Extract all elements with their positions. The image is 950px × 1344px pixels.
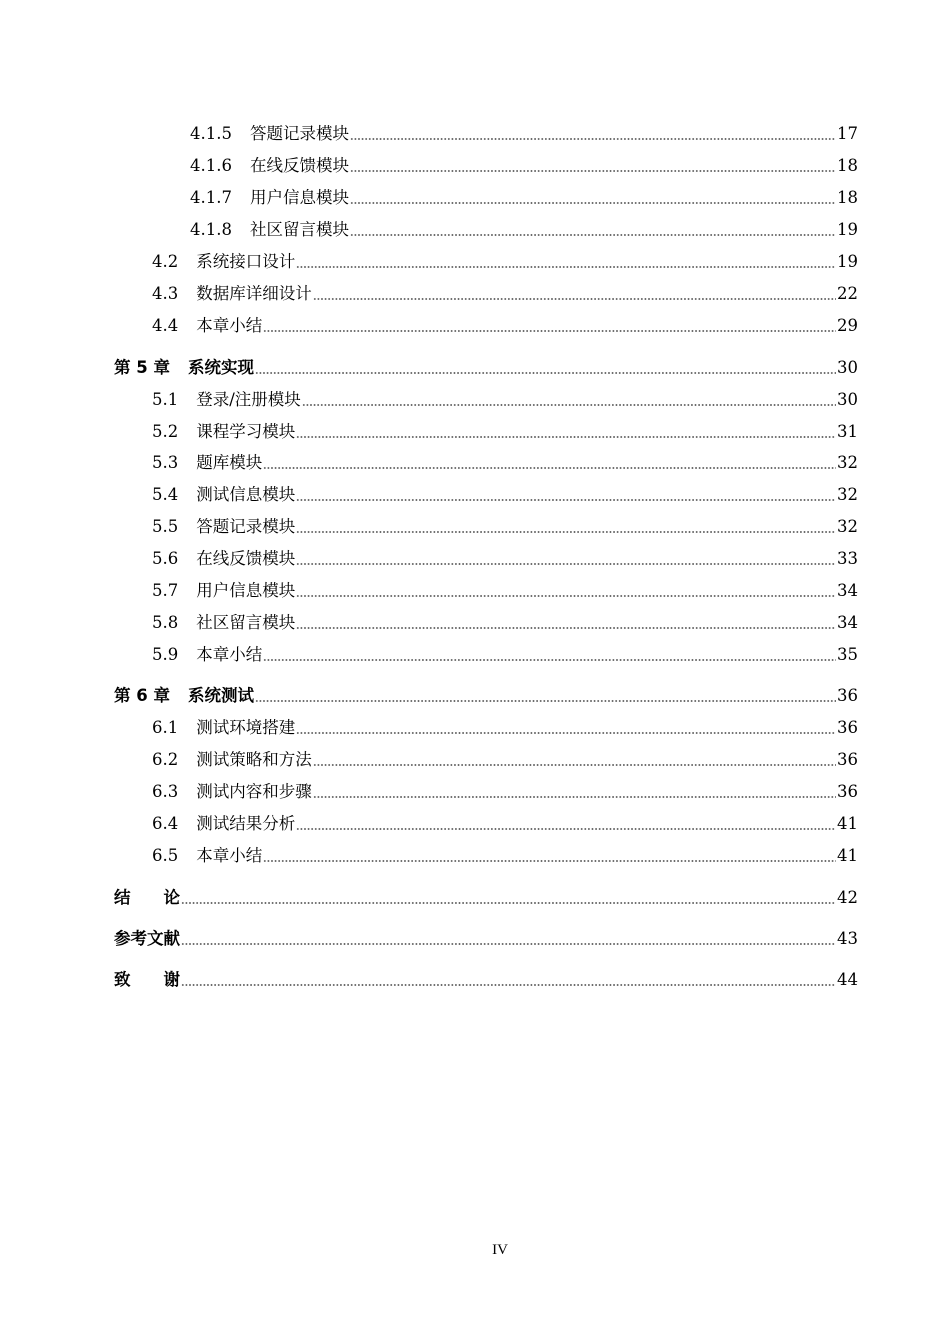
toc-entry-number: 4.3 (152, 284, 179, 303)
toc-entry-number: 4.1.7 (190, 188, 232, 207)
toc-dot-leader (296, 732, 836, 734)
toc-entry[interactable] (0, 714, 858, 738)
toc-entry-page: 35 (837, 645, 858, 664)
toc-entry-title: 测试信息模块 (196, 485, 296, 504)
toc-dot-leader (350, 138, 836, 140)
toc-entry-number: 4.1.6 (190, 156, 232, 175)
toc-entry-page: 30 (837, 358, 858, 377)
toc-entry[interactable] (0, 966, 858, 990)
toc-entry[interactable] (0, 545, 858, 569)
toc-entry[interactable] (0, 778, 858, 802)
toc-entry[interactable] (0, 449, 858, 473)
toc-entry-number: 6.5 (152, 846, 179, 865)
toc-dot-leader (296, 266, 836, 268)
toc-entry-title: 用户信息模块 (249, 188, 349, 207)
toc-entry-number: 5.8 (152, 613, 179, 632)
toc-entry-title: 结 论 (114, 888, 180, 907)
toc-entry-title: 本章小结 (196, 316, 263, 335)
toc-dot-leader (296, 499, 836, 501)
toc-entry[interactable] (0, 810, 858, 834)
toc-dot-leader (263, 467, 836, 469)
toc-entry-page: 36 (837, 750, 858, 769)
toc-entry[interactable] (0, 386, 858, 410)
toc-dot-leader (313, 298, 836, 300)
toc-entry-title: 在线反馈模块 (196, 549, 296, 568)
toc-dot-leader (296, 828, 836, 830)
toc-entry[interactable] (0, 641, 858, 665)
toc-entry-title: 参考文献 (114, 929, 180, 948)
toc-entry-page: 43 (837, 929, 858, 948)
toc-entry-page: 44 (837, 970, 858, 989)
toc-entry-number: 5.9 (152, 645, 179, 664)
toc-dot-leader (255, 700, 836, 702)
toc-entry-title: 测试内容和步骤 (196, 782, 312, 801)
toc-entry-page: 31 (837, 422, 858, 441)
toc-entry[interactable] (0, 120, 858, 144)
toc-entry-title: 测试环境搭建 (196, 718, 296, 737)
toc-entry-title: 社区留言模块 (249, 220, 349, 239)
toc-dot-leader (263, 330, 836, 332)
toc-entry[interactable] (0, 248, 858, 272)
toc-dot-leader (296, 627, 836, 629)
toc-entry[interactable] (0, 354, 858, 378)
toc-entry-number: 第 5 章 (114, 358, 170, 377)
toc-entry-number: 5.5 (152, 517, 179, 536)
toc-dot-leader (313, 764, 836, 766)
toc-dot-leader (263, 659, 836, 661)
toc-entry-number: 5.2 (152, 422, 179, 441)
toc-entry-number: 4.4 (152, 316, 179, 335)
toc-entry[interactable] (0, 925, 858, 949)
toc-entry-number: 第 6 章 (114, 686, 170, 705)
toc-entry[interactable] (0, 280, 858, 304)
toc-entry-page: 17 (837, 124, 858, 143)
toc-entry-page: 41 (837, 814, 858, 833)
toc-entry[interactable] (0, 418, 858, 442)
page-number: IV (492, 1242, 508, 1258)
toc-entry-number: 5.4 (152, 485, 179, 504)
toc-entry[interactable] (0, 481, 858, 505)
toc-dot-leader (296, 563, 836, 565)
toc-entry[interactable] (0, 609, 858, 633)
toc-entry-number: 4.2 (152, 252, 179, 271)
toc-entry-page: 19 (837, 252, 858, 271)
toc-entry-page: 32 (837, 517, 858, 536)
toc-entry-title: 用户信息模块 (196, 581, 296, 600)
toc-entry-number: 5.6 (152, 549, 179, 568)
toc-entry-number: 6.2 (152, 750, 179, 769)
toc-entry-title: 题库模块 (196, 453, 263, 472)
toc-dot-leader (350, 234, 836, 236)
toc-entry-title: 社区留言模块 (196, 613, 296, 632)
toc-dot-leader (350, 202, 836, 204)
toc-entry-page: 34 (837, 613, 858, 632)
toc-entry[interactable] (0, 216, 858, 240)
toc-entry[interactable] (0, 746, 858, 770)
toc-entry[interactable] (0, 842, 858, 866)
toc-entry-page: 42 (837, 888, 858, 907)
toc-entry-page: 36 (837, 782, 858, 801)
toc-dot-leader (313, 796, 836, 798)
toc-entry-title: 登录/注册模块 (196, 390, 301, 409)
toc-entry-title: 数据库详细设计 (196, 284, 312, 303)
toc-dot-leader (181, 943, 836, 945)
toc-entry[interactable] (0, 152, 858, 176)
toc-entry-title: 系统实现 (187, 358, 254, 377)
toc-entry-page: 41 (837, 846, 858, 865)
toc-dot-leader (302, 404, 836, 406)
toc-dot-leader (350, 170, 836, 172)
toc-entry-number: 6.3 (152, 782, 179, 801)
toc-entry-page: 32 (837, 453, 858, 472)
toc-dot-leader (296, 595, 836, 597)
toc-entry-page: 36 (837, 686, 858, 705)
toc-dot-leader (181, 902, 836, 904)
toc-dot-leader (296, 531, 836, 533)
toc-entry-number: 5.3 (152, 453, 179, 472)
toc-entry-number: 4.1.8 (190, 220, 232, 239)
toc-dot-leader (181, 984, 836, 986)
toc-dot-leader (296, 436, 836, 438)
toc-entry-page: 32 (837, 485, 858, 504)
toc-entry-page: 18 (837, 156, 858, 175)
toc-entry[interactable] (0, 682, 858, 706)
toc-entry-page: 18 (837, 188, 858, 207)
toc-entry-title: 系统测试 (187, 686, 254, 705)
toc-entry-page: 33 (837, 549, 858, 568)
toc-entry[interactable] (0, 513, 858, 537)
toc-entry-title: 在线反馈模块 (249, 156, 349, 175)
toc-entry-number: 5.1 (152, 390, 179, 409)
toc-entry-page: 36 (837, 718, 858, 737)
toc-entry[interactable] (0, 184, 858, 208)
toc-entry-title: 答题记录模块 (196, 517, 296, 536)
toc-entry-page: 19 (837, 220, 858, 239)
toc-dot-leader (255, 372, 836, 374)
toc-entry[interactable] (0, 312, 858, 336)
toc-entry-title: 测试结果分析 (196, 814, 296, 833)
toc-entry-number: 6.1 (152, 718, 179, 737)
toc-entry[interactable] (0, 577, 858, 601)
toc-entry-title: 测试策略和方法 (196, 750, 312, 769)
toc-entry-page: 30 (837, 390, 858, 409)
toc-entry-title: 系统接口设计 (196, 252, 296, 271)
toc-entry[interactable] (0, 884, 858, 908)
toc-entry-page: 22 (837, 284, 858, 303)
toc-entry-page: 34 (837, 581, 858, 600)
toc-entry-number: 5.7 (152, 581, 179, 600)
toc-entry-title: 本章小结 (196, 645, 263, 664)
toc-dot-leader (263, 860, 836, 862)
toc-entry-title: 本章小结 (196, 846, 263, 865)
toc-entry-number: 6.4 (152, 814, 179, 833)
toc-entry-title: 课程学习模块 (196, 422, 296, 441)
toc-entry-number: 4.1.5 (190, 124, 232, 143)
toc-entry-title: 答题记录模块 (249, 124, 349, 143)
toc-entry-page: 29 (837, 316, 858, 335)
toc-entry-title: 致 谢 (114, 970, 180, 989)
